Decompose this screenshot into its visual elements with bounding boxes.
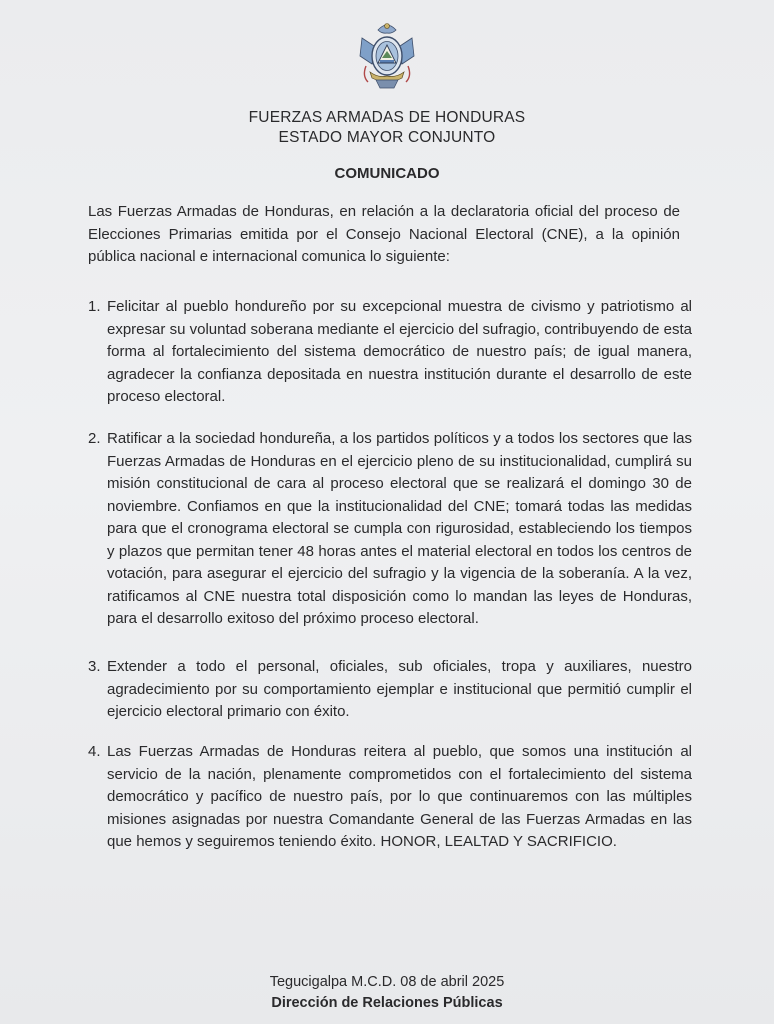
institution-name: FUERZAS ARMADAS DE HONDURAS xyxy=(248,109,526,126)
list-item-number: 3. xyxy=(88,658,101,675)
list-item-text: Ratificar a la sociedad hondureña, a los partidos políticos y a todos los sectores que las Fuerzas Armadas de Honduras en el ejercicio pleno de su institucionalidad, cumplirá su misión constitucional de cara al proceso electoral que se realizará el domingo 30 de noviembre. Confiamos en que la institucionalidad del CNE; tomará todas las medidas para que el cronograma electoral se cumpla con rigurosidad, estableciendo los tiempos y plazos que permitan tener 48 horas antes el material electoral en todos los centros de votación, para asegurar el ejercicio del sufragio y la vigencia de la soberanía. A la vez, ratificamos al CNE nuestra total disposición como lo mandan las leyes de Honduras, para el desarrollo exitoso del próximo proceso electoral. xyxy=(107,430,692,627)
list-item-number: 2. xyxy=(88,430,101,447)
list-item-number: 1. xyxy=(88,298,101,315)
list-item-text: Felicitar al pueblo hondureño por su excepcional muestra de civismo y patriotismo al expresar su voluntad soberana mediante el ejercicio del sufragio, contribuyendo de esta forma al fortalecimiento del sistema democrático de nuestro país; de igual manera, agradecer la confianza depositada en nuestra institución durante el desarrollo de este proceso electoral. xyxy=(107,298,692,405)
place-date: Tegucigalpa M.C.D. 08 de abril 2025 xyxy=(269,974,505,990)
list-item-text: Las Fuerzas Armadas de Honduras reitera al pueblo, que somos una institución al servicio de la nación, plenamente comprometidos con el fortalecimiento del sistema democrático y pacífico de nuestro país, por lo que continuaremos con las múltiples misiones asignadas por nuestra Comandante General de las Fuerzas Armadas en las que hemos y seguiremos teniendo éxito. HONOR, LEALTAD Y SACRIFICIO. xyxy=(107,743,692,850)
list-item-number: 4. xyxy=(88,743,101,760)
intro-paragraph: Las Fuerzas Armadas de Honduras, en relación a la declaratoria oficial del proceso de Elecciones Primarias emitida por el Consejo Nacional Electoral (CNE), a la opinión pública nacional e internacional comunica lo siguiente: xyxy=(88,203,680,265)
issuing-office: Dirección de Relaciones Públicas xyxy=(271,995,503,1011)
document-title: COMUNICADO xyxy=(334,165,440,182)
list-item-text: Extender a todo el personal, oficiales, sub oficiales, tropa y auxiliares, nuestro agradecimiento por su comportamiento ejemplar e institucional que permitió cumplir el ejercicio electoral primario con éxito. xyxy=(107,658,692,720)
honduras-coat-of-arms-icon xyxy=(356,20,418,92)
institution-subname: ESTADO MAYOR CONJUNTO xyxy=(278,129,496,146)
